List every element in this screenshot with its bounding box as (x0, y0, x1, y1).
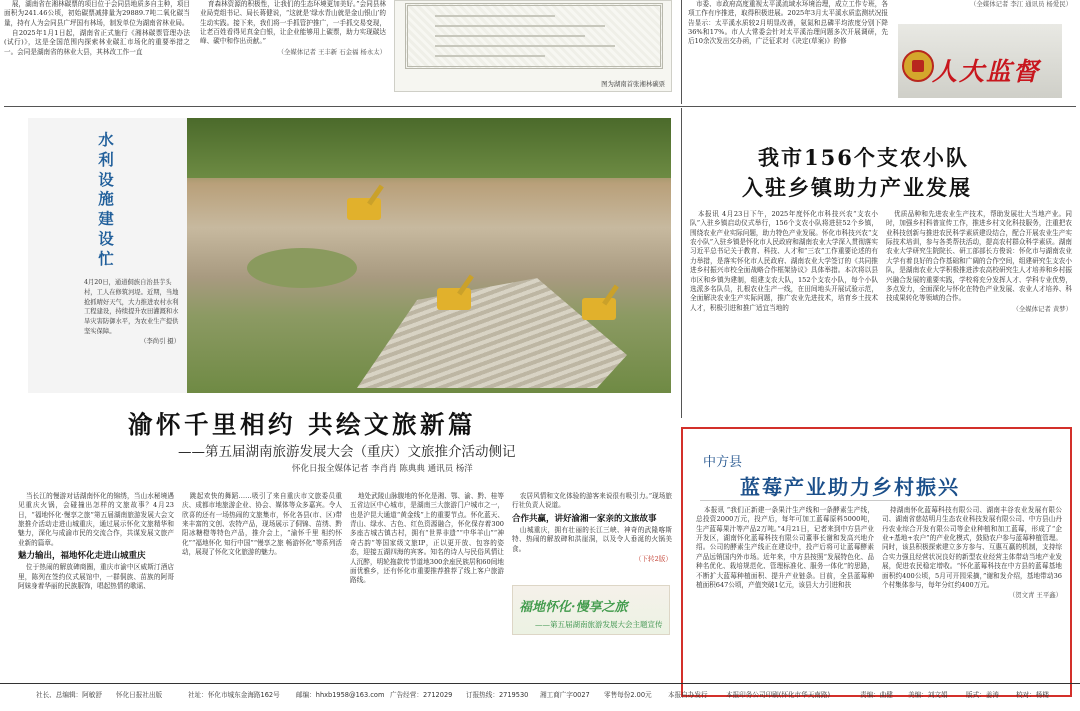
feature-col-4-text-b: 山城重庆，拥有壮丽的长江三峡、神奇的武隆喀斯特、热闹的解放碑和洪崖洞，以及令人垂涎的火锅美食。 (512, 525, 672, 553)
national-emblem-icon (902, 50, 934, 82)
feature-col-1-text-b: 位于热闹的解放碑商圈，重庆市渝中区威斯汀酒店里，陈列在签约仪式展馆中，一群侗族、苗族的阿哥阿妹身着华丽的民族服饰，唱起热情的歌谣、 (18, 563, 174, 590)
cert-line (435, 45, 615, 47)
feature-col-1 (18, 492, 174, 680)
photo-stone-embankment (327, 278, 627, 388)
footer-license: 湘工商广字0027 (540, 691, 590, 699)
cert-caption: 图为湖南首张湘林碳票 (601, 80, 665, 88)
cert-line (435, 25, 605, 27)
box-col-a-text: 本报讯 “我们正新建一条果汁生产线和一条酵素生产线，总投资2000万元，投产后，每年可加工蓝莓原料5000吨，生产蓝莓果汁等产品2万吨。”4月21日，记者来到中方县产业开发区，湖南怀化蓝莓科技有限公司董事长谢和发高兴地介绍。公司的酵素生产线正在建设中，投产后将可让蓝莓酵素产品远销国内外市场。近年来，中方县按照“发展特色化、品种名优化、栽培规范化、管理标准化、服务一体化”的思路，不断扩大蓝莓种植面积、提升产业链条。目前，全县蓝莓种植面积647公顷，产值突破1亿元，该县大力引进和扶 (696, 506, 874, 589)
top-col-2-para: 育森林资源的积极性，让我们的生态环境更加美好。”会同县林业局党组书记、局长蒋健说，“这就是‘绿水青山就是金山银山’的生动实践。接下来，我们将一手抓管护推广，一手抓交易变现，让老百姓看得见真金白银，让企业能够用上碳票，助力实现碳达峰、碳中和作出贡献。” (200, 0, 386, 46)
tourism-promo-banner (512, 585, 670, 635)
photo-caption-text: 4月20日，通道侗族自治县芋头村，工人在修筑河堤。近期，当地抢抓晴好天气，大力推进农村水利工程建设，持续提升农田灌溉和水旱灾害防御水平，为农业生产提供坚实保障。 (84, 279, 179, 335)
footer-responsible-editor: 责编：曲健 (860, 691, 893, 699)
excavator-icon (437, 288, 471, 310)
right-story-col-b-text: 优质品种和先进农业生产技术，帮助发展壮大当地产业。同时，加强乡村科普宣传工作，推进乡村文化科技服务，注重把农业科技创新与推进农民科学素质建设结合，配合开展农业生产实际技术培训，参与各类帮扶活动，提高农村群众科学素质。湖南农业大学研究生院院长、研工部部长方俊说：怀化市与湖南农业大学有着良好的合作基础和广阔的合作空间，组建研究生支农小队，是湖南农业大学积极推进涉农高校研究生人才培养和乡村振兴融合发展的重要实践，学校将充分发挥人才、学科专业优势，多点发力，全面深化与怀化在特色产业发展、农业人才培养、科技成果转化等领域的合作。 (886, 210, 1072, 303)
top-col-4 (688, 0, 888, 104)
box-col-b-text: 持湖南怀化蓝莓科技有限公司、湖南丰谷农业发展有限公司、湖南省慈姑明月生态农业科技发展有限公司、中方县山丹丹农业综合开发有限公司等企业种植和加工蓝莓，形成了“企业+基地+农户”的产业化模式，鼓励农户参与蓝莓种植管理。同时，该县积极探索建立多方参与、互惠互赢的机制，支持综合实力强且经营状况良好的新型农业经营主体带动当地产业发展，促进农民稳定增收。“怀化蓝莓科技在中方县的蓝莓基地面积约400公顷，5月可开园采摘，”谢和发介绍，基地带动36个村集体参与，每年分红约400万元。 (882, 506, 1062, 589)
footer-publisher: 怀化日报社出版 (116, 691, 163, 699)
box-title-rule (700, 500, 1052, 501)
right-story-byline: （全媒体记者 黄梦） (1012, 304, 1072, 313)
page-footer (0, 683, 1080, 711)
feature-col-3-text: 地处武陵山脉腹地的怀化是湘、鄂、渝、黔、桂等五省边区中心城市，是湖南三大旅游门户城市之一，也是沪昆大通道“黄金线”上的重要节点。怀化蓝天、青山、绿水、古色、红色资源融合，怀化保存着300多座古城古镇古村，拥有“世界非遗”“中华羊山”“神奇古韵”等国家级文旅IP，正以更开放、包容的姿态，迎接五湖四海的宾客。知名的诗人与民俗风情让人沉醉，明轮拖款传节道地300余座民族居和60间地面优雅乡，还有怀化市重要推荐推荐了线上客户旅游路线。 (350, 492, 504, 585)
top-col-4-para: 市委、市政府高度重视太平溪流域水环境治理，成立工作专班，各项工作有序推进，取得积极进展。2025年3月太平溪水质监测状况报告显示：太平溪水质较2月明显改善，氨氮和总磷平均浓度分别下降36%和17%。市人大常委会针对太平溪治理问题多次开展调研，先后10余次发出交办函，广泛征求对《决定(草案)》的修 (688, 0, 888, 46)
cert-line (435, 55, 545, 57)
top-col-1-para-2: 自2025年1月1日起，湖南省正式施行《湘林碳票管理办法(试行)》，这是全国范围内探索林业碳汇市场化的重要举措之一。会同是湖南省的林业大县，其林改工作一直 (4, 29, 190, 56)
feature-col-2 (182, 492, 342, 680)
box-col-a (696, 506, 874, 690)
box-county-label: 中方县 (703, 455, 743, 470)
photo-water (247, 248, 357, 288)
people-congress-supervision-logo (898, 24, 1062, 98)
footer-address: 社址：怀化市城东金海路162号 (188, 691, 280, 699)
box-byline: （贺文青 王平鑫） (1008, 591, 1062, 600)
right-story-col-a-text: 本报讯 4月23日下午，2025年度怀化市科技兴农“支农小队”入驻乡镇启动仪式举行，156个支农小队将进驻52个乡镇，围绕农业产业实际问题，助力特色产业发展。怀化市科技兴农“支农小队”入驻乡镇是怀化市人民政府和湖南农业大学深入贯彻落实习近平总书记关于教育、科技、人才和“三农”工作重要论述的有力举措，是落实怀化市人民政府、湖南农业大学签订的《共同推进乡村振兴市校全面战略合作框架协议》具体举措。本次将以县市区和乡镇为建制，组建支农大队，152个支农小队，每个小队选派多名队员，扎根农业生产一线，在田间地头开展试验示范，全面解决农业生产实际问题，推广农业先进技术，培育乡土技术人才，积极引进和推广适宜当地的 (690, 210, 878, 312)
photo-story-caption (84, 278, 180, 346)
promo-line-1: 福地怀化·慢享之旅 (519, 600, 628, 615)
feature-headline: 渝怀千里相约 共绘文旅新篇 (128, 410, 477, 439)
feature-col-4-text: 农居风情和文化体验的游客来说很有吸引力。”现场旅行社负责人说道。 (512, 492, 672, 510)
footer-proofreader: 校对：杨楼 (1016, 691, 1049, 699)
top-col-5-byline: （全媒体记者 李江 通讯员 杨爱民） (970, 0, 1072, 8)
photo-caption-credit: （李尚引 摄） (140, 337, 180, 345)
photo-hills (187, 118, 671, 178)
promo-line-2: ——第五届湖南旅游发展大会主题宣传 (535, 620, 663, 629)
footer-email: 邮编：hhxb1958@163.com (296, 691, 385, 699)
column-rule (681, 0, 682, 104)
logo-text: 人大监督 (932, 57, 1041, 86)
box-col-b (882, 506, 1062, 690)
right-headline-1: 我市156个支农小队 (758, 145, 969, 170)
cert-line (435, 35, 585, 37)
photo-story-vertical-title: 水利设施建设忙 (98, 130, 114, 268)
feature-col-2-text: 跳起欢快的舞蹈……吸引了来自重庆市文旅委员重庆、成都市地旅游企业、协会、媒体等众多嘉宾。令人欣喜的还有一场热闹的文旅集市，怀化各县(市、区)带来丰富的文创、农特产品，现场展示了侗锦、苗绣、黔阳冰糖橙等特色产品，推介会上，“渝怀千里 相约怀化”“福地怀化 知行中国”“慢享之旅 畅游怀化”等系列活动，展现了怀化文化旅游的魅力。 (182, 492, 342, 557)
cert-line (435, 15, 555, 17)
river-embankment-photo (187, 118, 671, 393)
feature-col-4-jump: （下转2版） (634, 554, 672, 563)
top-col-1 (4, 0, 190, 104)
column-rule (681, 108, 682, 418)
footer-printer: 本报印务公司印刷(怀化市华天南路) (726, 691, 831, 699)
feature-col-1-subheading: 魅力输出，福地怀化走进山城重庆 (18, 551, 146, 562)
right-headline-2: 入驻乡镇助力产业发展 (742, 175, 972, 200)
carbon-certificate-photo (394, 0, 672, 92)
footer-editor: 社长、总编辑：阿敏舒 (36, 691, 102, 699)
top-col-2 (200, 0, 386, 104)
excavator-icon (347, 198, 381, 220)
right-story-col-a (690, 210, 878, 418)
footer-art-editor: 美编：刘文娟 (908, 691, 948, 699)
footer-price: 零售每份2.00元 (604, 691, 652, 699)
right-story-col-b (886, 210, 1072, 418)
section-rule (4, 106, 1076, 107)
feature-col-3 (350, 492, 504, 680)
top-col-2-byline: （全媒体记者 王丰新 石金福 杨永太） (277, 47, 386, 56)
feature-subhead: ——第五届湖南旅游发展大会（重庆）文旅推介活动侧记 (178, 444, 516, 460)
footer-ad: 广告经营：2712029 (390, 691, 453, 699)
feature-byline: 怀化日报全媒体记者 李肖肖 陈典典 通讯员 杨洋 (292, 464, 473, 474)
footer-distribution: 本报自办发行 (668, 691, 708, 699)
footer-subscription: 订报热线：2719530 (466, 691, 529, 699)
top-col-1-para-1: 展，湖南省在湘林碳票的项目位于会同县地质多自主种，项目面积为241.46公顷，初始碳票减排量为29889.7吨二氧化碳当量，持有人为会同县广坪国有林场，制发单位为湖南省林业局。 (4, 0, 190, 27)
feature-col-4-subheading: 合作共赢，讲好渝湘一家亲的文旅故事 (512, 513, 657, 524)
footer-layout: 版式：姜涛 (966, 691, 999, 699)
feature-col-4 (512, 492, 672, 584)
top-col-5 (898, 0, 1072, 22)
excavator-icon (582, 298, 616, 320)
box-title: 蓝莓产业助力乡村振兴 (740, 475, 960, 499)
feature-col-1-text: 当长江的慢游对话湖南怀化的锦绣，当山水秘境遇见重庆火锅，会碰撞出怎样的文旅故事？4月23日，“福地怀化·慢享之旅”第五届湖南旅游发展大会文旅推介活动走进山城重庆，通过展示怀化文旅精华和魅力，深化与成渝市民的交流合作，共谋发展文旅产业新的篇章。 (18, 492, 174, 547)
